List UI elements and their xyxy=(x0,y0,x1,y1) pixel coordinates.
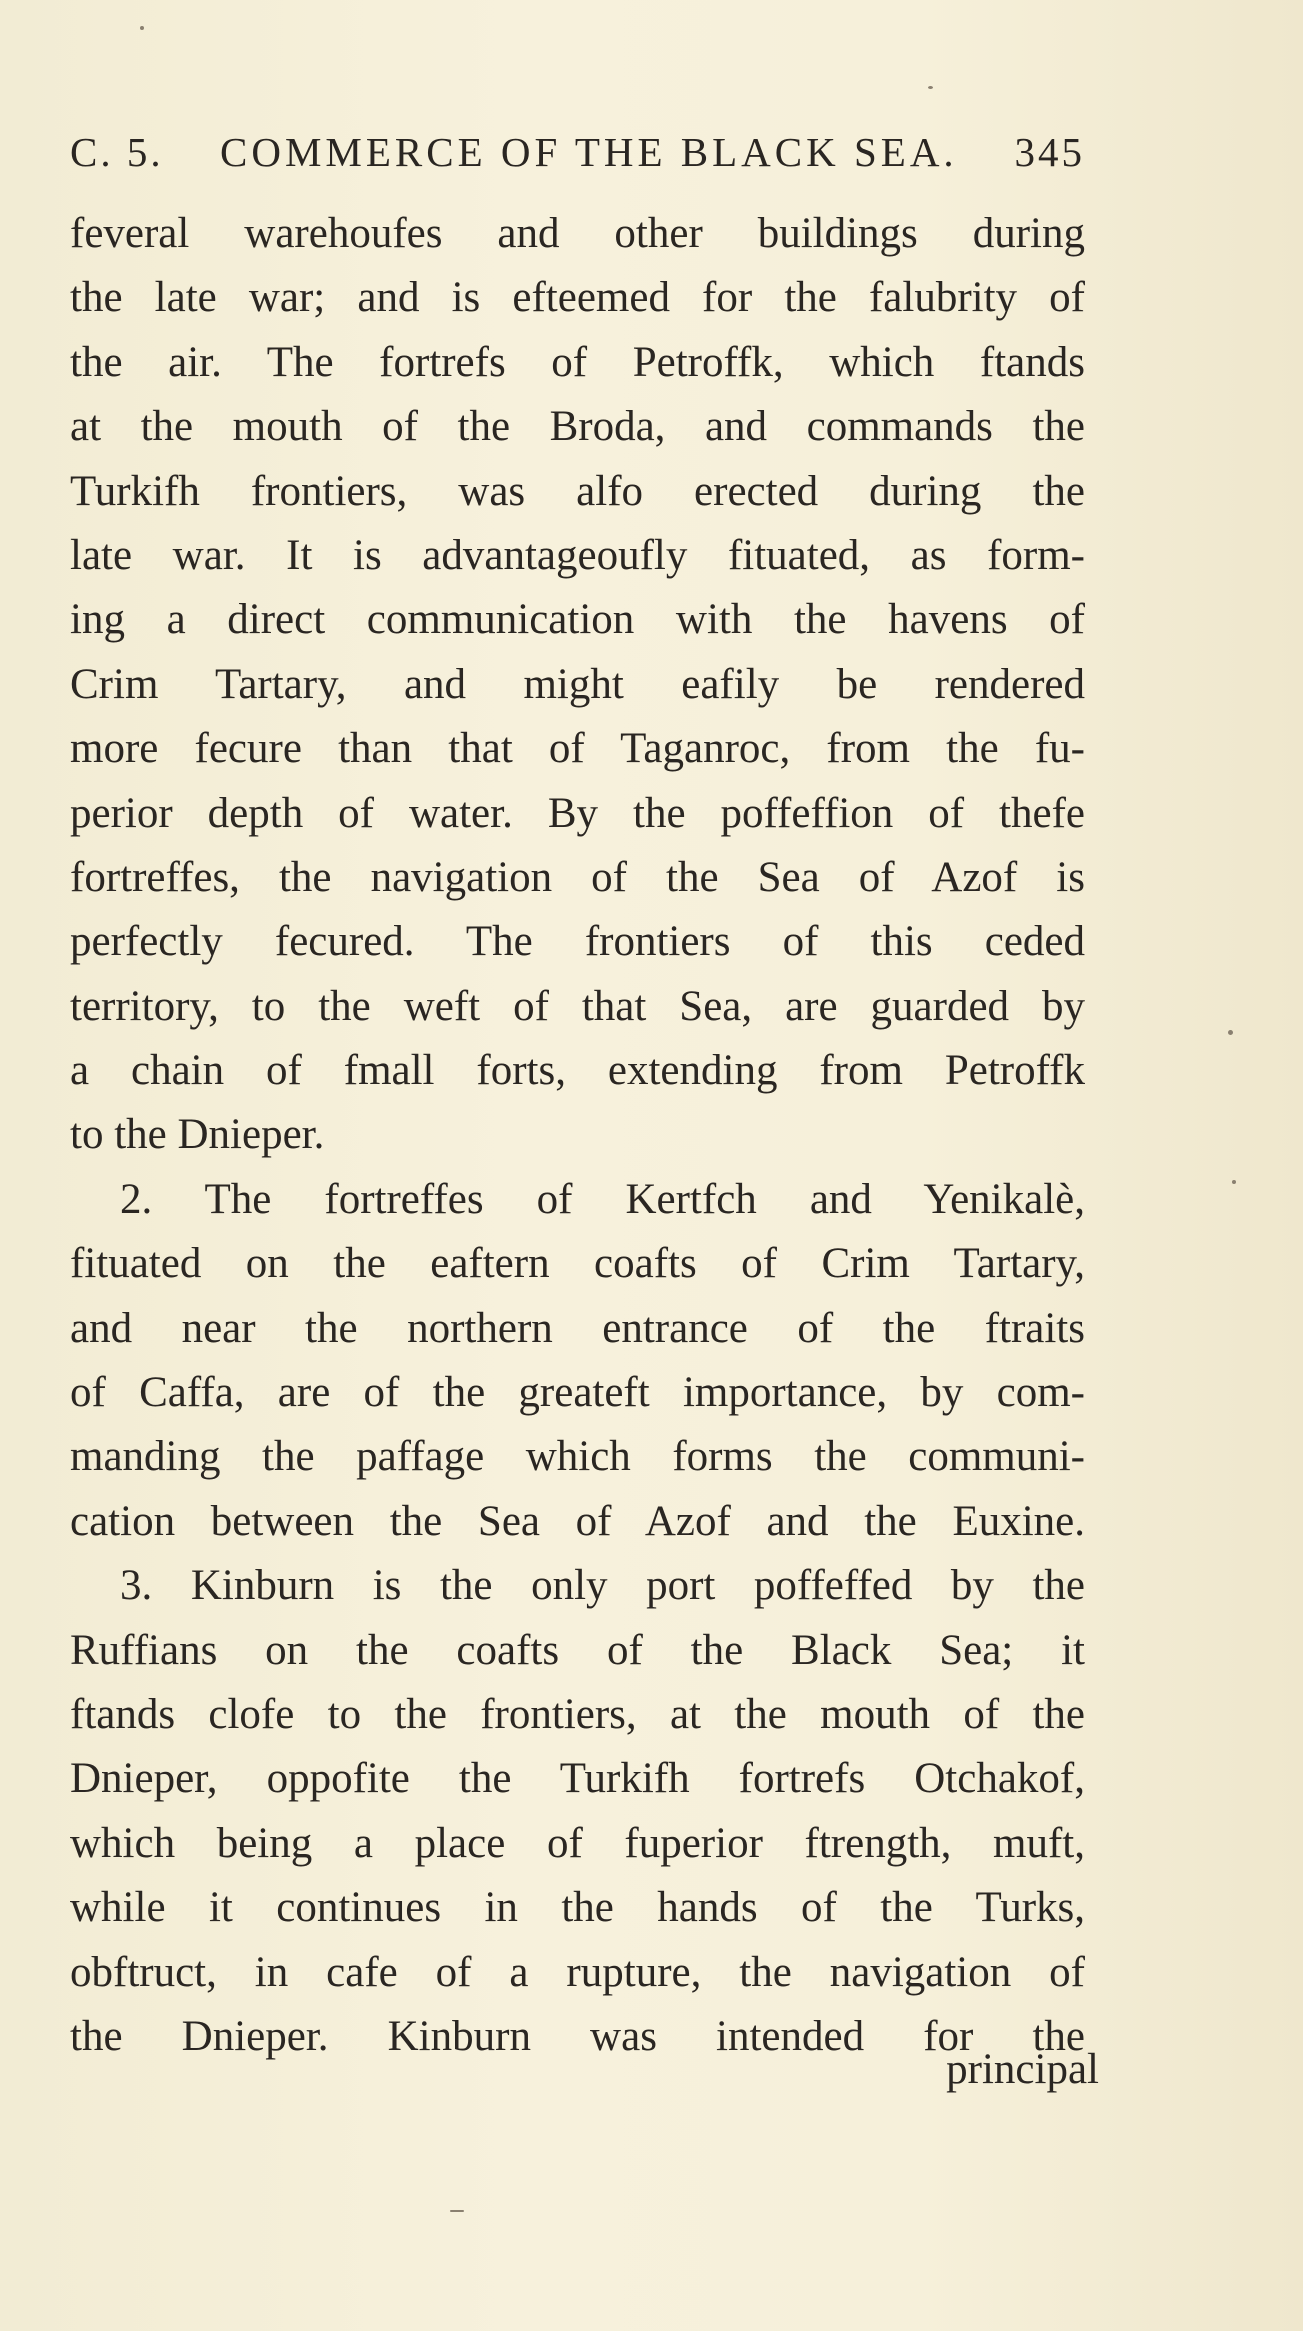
text-line: to the Dnieper. xyxy=(70,1111,325,1159)
text-line: obftruct, in cafe of a rupture, the navigation of xyxy=(70,1948,1085,1996)
text-line: Dnieper, oppofite the Turkifh fortrefs Otchakof, xyxy=(70,1755,1085,1803)
text-line: Turkifh frontiers, was alfo erected during the xyxy=(70,467,1085,515)
text-line: fituated on the eaftern coafts of Crim Tartary, xyxy=(70,1240,1085,1288)
running-head xyxy=(70,128,1085,188)
text-line: perfectly fecured. The frontiers of this ceded xyxy=(70,918,1085,966)
body-text xyxy=(70,202,1085,2069)
text-line: while it continues in the hands of the Turks, xyxy=(70,1884,1085,1932)
text-line: which being a place of fuperior ftrength, muft, xyxy=(70,1819,1085,1867)
paper-speck xyxy=(928,86,933,89)
text-line: the air. The fortrefs of Petroffk, which ftands xyxy=(70,338,1085,386)
text-line: the late war; and is efteemed for the falubrity of xyxy=(70,274,1085,322)
text-line: ftands clofe to the frontiers, at the mouth of the xyxy=(70,1690,1085,1738)
text-line: at the mouth of the Broda, and commands the xyxy=(70,403,1085,451)
text-line: manding the paffage which forms the communi- xyxy=(70,1433,1085,1481)
paper-speck xyxy=(1232,1180,1236,1184)
text-line: the Dnieper. Kinburn was intended for the xyxy=(70,2012,1085,2060)
text-line: Crim Tartary, and might eafily be rendered xyxy=(70,660,1085,708)
page-number: 345 xyxy=(1014,129,1085,175)
text-line: cation between the Sea of Azof and the Euxine. xyxy=(70,1497,1085,1545)
text-line: fortreffes, the navigation of the Sea of Azof is xyxy=(70,853,1085,901)
paragraph-start-3: 3. Kinburn is the only port poffeffed by the xyxy=(120,1562,1085,1610)
text-line: late war. It is advantageoufly fituated, as form- xyxy=(70,531,1085,579)
text-line: Ruffians on the coafts of the Black Sea; it xyxy=(70,1626,1085,1674)
text-line: and near the northern entrance of the ftraits xyxy=(70,1304,1085,1352)
text-line: territory, to the weft of that Sea, are guarded by xyxy=(70,982,1085,1030)
catchword: principal xyxy=(946,2046,1099,2093)
text-line: ing a direct communication with the havens of xyxy=(70,596,1085,644)
running-title: COMMERCE OF THE BLACK SEA. xyxy=(220,129,958,175)
chapter-reference: C. 5. xyxy=(70,129,164,175)
text-line: a chain of fmall forts, extending from Petroffk xyxy=(70,1047,1085,1095)
paper-speck xyxy=(1228,1030,1233,1035)
paragraph-start-2: 2. The fortreffes of Kertfch and Yenikalè, xyxy=(120,1175,1085,1223)
paper-speck xyxy=(140,26,144,30)
text-line: of Caffa, are of the greateft importance, by com- xyxy=(70,1369,1085,1417)
paper-speck xyxy=(450,2210,464,2212)
text-line: perior depth of water. By the poffeffion of thefe xyxy=(70,789,1085,837)
text-line: feveral warehoufes and other buildings during xyxy=(70,210,1085,257)
text-line: more fecure than that of Taganroc, from the fu- xyxy=(70,725,1085,773)
